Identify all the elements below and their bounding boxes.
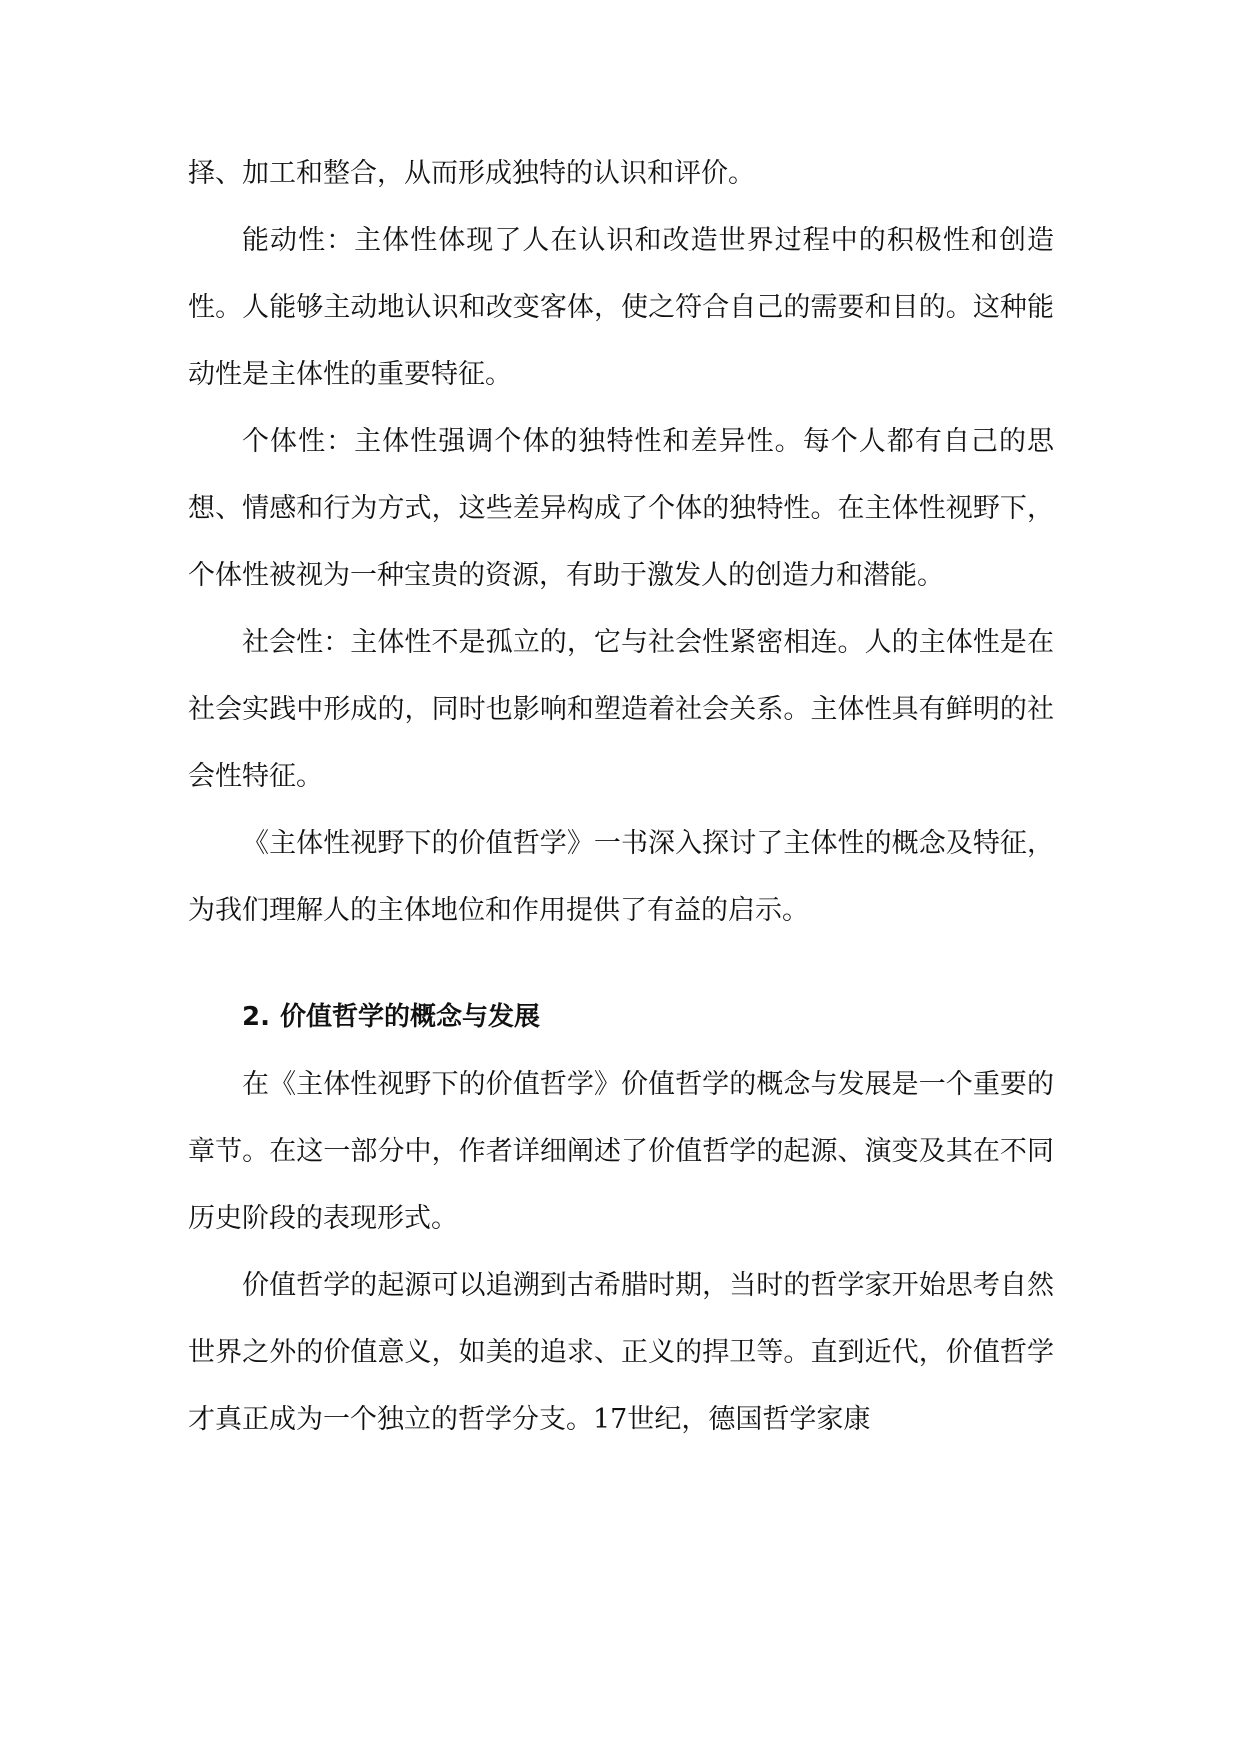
page-content (188, 140, 1054, 1453)
paragraph-origins: 价值哲学的起源可以追溯到古希腊时期，当时的哲学家开始思考自然世界之外的价值意义，如美的追求、正义的捍卫等。直到近代，价值哲学才真正成为一个独立的哲学分支。17世纪，德国哲学家康 (188, 1270, 1054, 1435)
section-title: 价值哲学的概念与发展 (279, 1002, 540, 1032)
paragraph-sociality: 社会性：主体性不是孤立的，它与社会性紧密相连。人的主体性是在社会实践中形成的，同时也影响和塑造着社会关系。主体性具有鲜明的社会性特征。 (188, 627, 1054, 792)
paragraph-chapter-intro: 在《主体性视野下的价值哲学》价值哲学的概念与发展是一个重要的章节。在这一部分中，作者详细阐述了价值哲学的起源、演变及其在不同历史阶段的表现形式。 (188, 1069, 1054, 1234)
paragraph-continuation: 择、加工和整合，从而形成独特的认识和评价。 (188, 158, 755, 189)
paragraph-summary: 《主体性视野下的价值哲学》一书深入探讨了主体性的概念及特征，为我们理解人的主体地位和作用提供了有益的启示。 (188, 828, 1054, 926)
section-heading (188, 984, 1054, 1051)
section-number: 2. (242, 1002, 270, 1032)
paragraph-individuality: 个体性：主体性强调个体的独特性和差异性。每个人都有自己的思想、情感和行为方式，这些差异构成了个体的独特性。在主体性视野下，个体性被视为一种宝贵的资源，有助于激发人的创造力和潜能。 (188, 426, 1054, 591)
paragraph-agency: 能动性：主体性体现了人在认识和改造世界过程中的积极性和创造性。人能够主动地认识和改变客体，使之符合自己的需要和目的。这种能动性是主体性的重要特征。 (188, 225, 1054, 390)
